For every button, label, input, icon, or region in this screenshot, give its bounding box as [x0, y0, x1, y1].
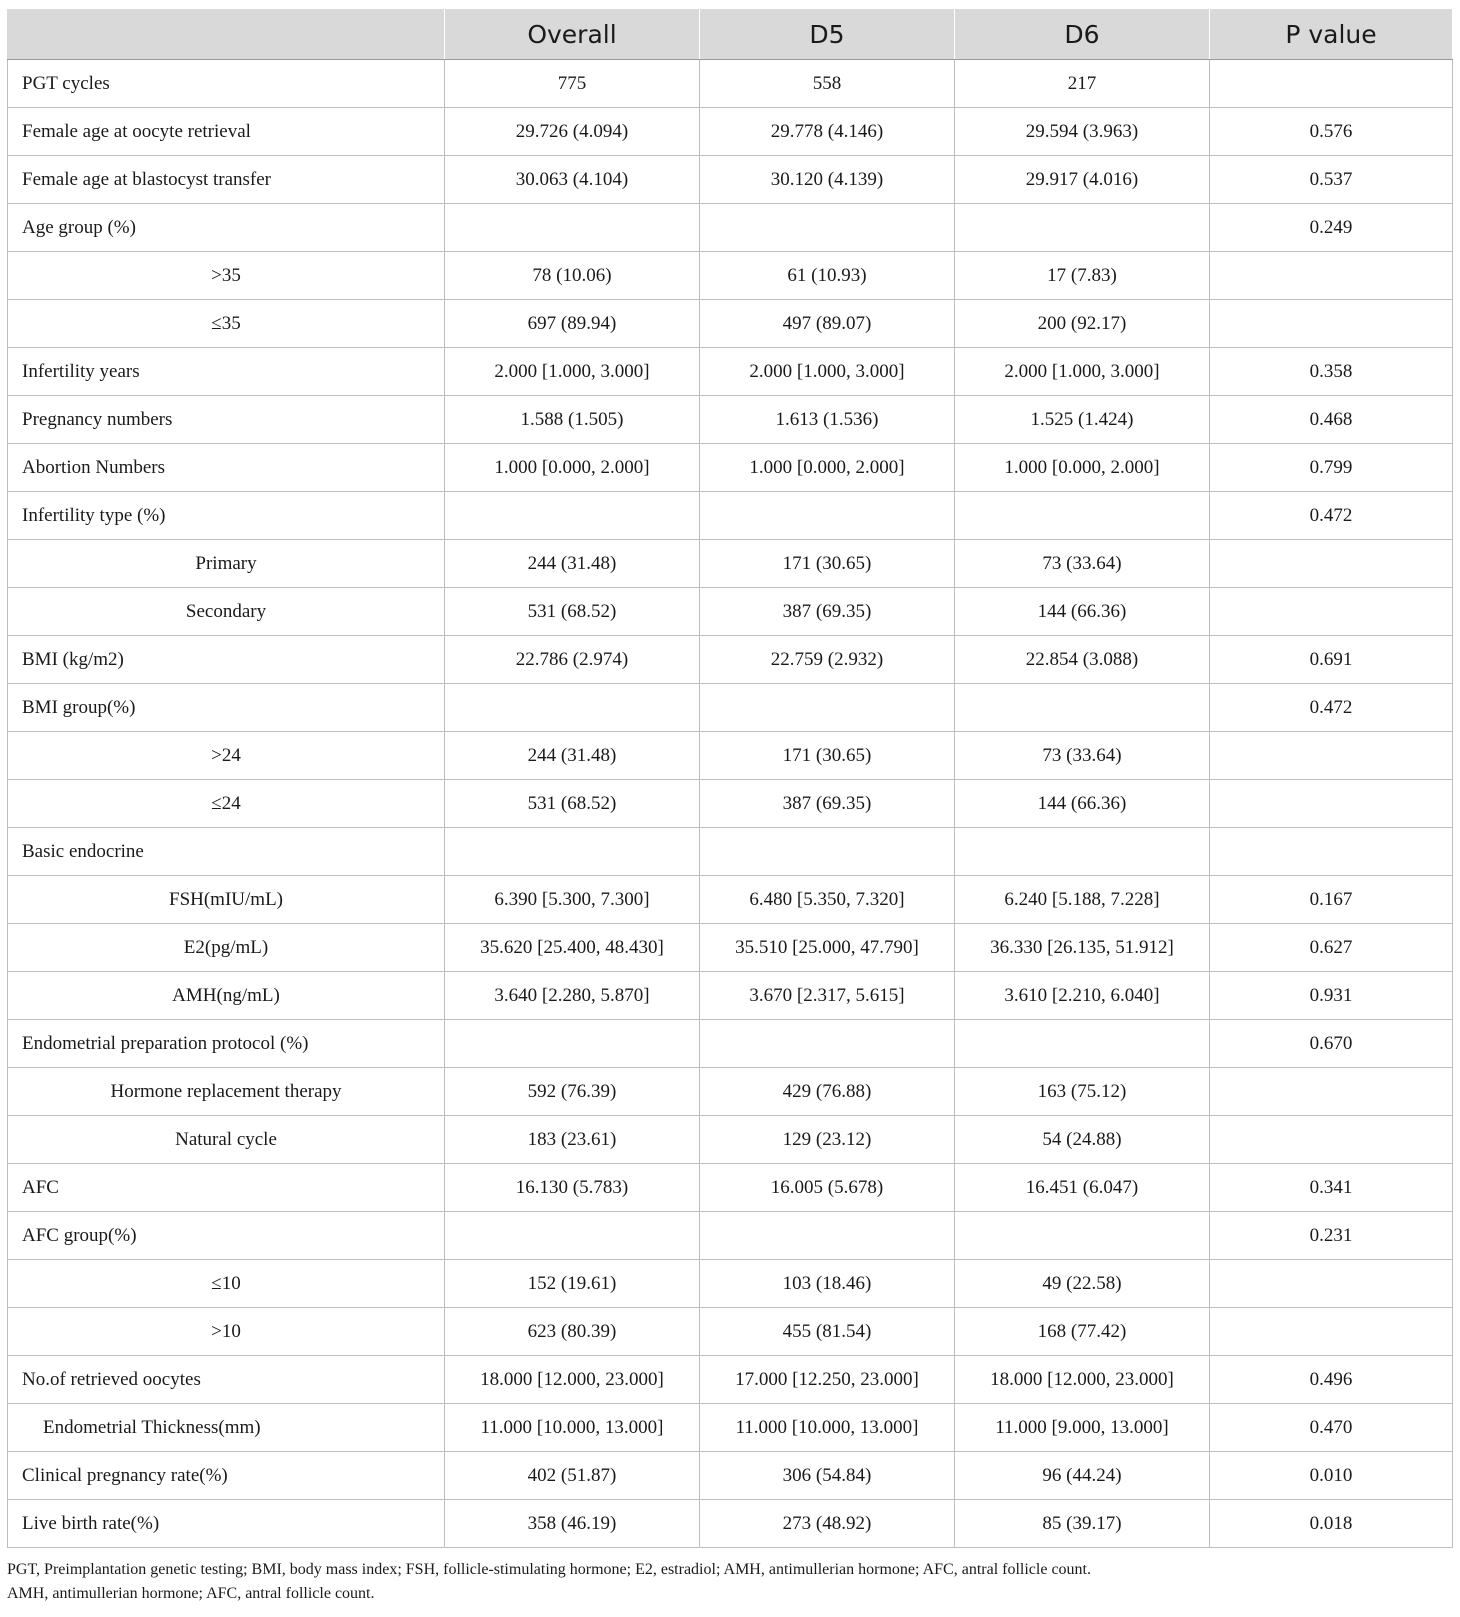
- d6-cell: [955, 1020, 1210, 1068]
- p-value-cell: [1210, 300, 1453, 348]
- p-value-cell: [1210, 1308, 1453, 1356]
- d5-cell: 29.778 (4.146): [700, 108, 955, 156]
- table-body: [8, 60, 1453, 1548]
- d5-cell: 429 (76.88): [700, 1068, 955, 1116]
- p-value-cell: 0.341: [1210, 1164, 1453, 1212]
- row-label-cell: BMI group(%): [8, 684, 445, 732]
- overall-cell: 2.000 [1.000, 3.000]: [445, 348, 700, 396]
- d6-cell: 73 (33.64): [955, 732, 1210, 780]
- overall-cell: 775: [445, 60, 700, 108]
- d6-cell: 1.525 (1.424): [955, 396, 1210, 444]
- footnote-line: AMH, antimullerian hormone; AFC, antral follicle count.: [7, 1585, 375, 1602]
- d5-cell: 103 (18.46): [700, 1260, 955, 1308]
- overall-cell: 152 (19.61): [445, 1260, 700, 1308]
- overall-cell: 35.620 [25.400, 48.430]: [445, 924, 700, 972]
- overall-cell: 623 (80.39): [445, 1308, 700, 1356]
- d6-cell: 2.000 [1.000, 3.000]: [955, 348, 1210, 396]
- d6-cell: 36.330 [26.135, 51.912]: [955, 924, 1210, 972]
- overall-cell: 22.786 (2.974): [445, 636, 700, 684]
- row-label-cell: Endometrial Thickness(mm): [8, 1404, 445, 1452]
- row-label-cell: Clinical pregnancy rate(%): [8, 1452, 445, 1500]
- d5-cell: 129 (23.12): [700, 1116, 955, 1164]
- d5-cell: [700, 1020, 955, 1068]
- p-value-cell: 0.468: [1210, 396, 1453, 444]
- overall-cell: 1.000 [0.000, 2.000]: [445, 444, 700, 492]
- overall-cell: 531 (68.52): [445, 780, 700, 828]
- table-row: [8, 252, 1453, 300]
- d6-cell: [955, 492, 1210, 540]
- table-row: [8, 1116, 1453, 1164]
- row-label-cell: >24: [8, 732, 445, 780]
- d5-cell: 16.005 (5.678): [700, 1164, 955, 1212]
- overall-cell: 29.726 (4.094): [445, 108, 700, 156]
- d5-cell: 497 (89.07): [700, 300, 955, 348]
- p-value-cell: [1210, 540, 1453, 588]
- table-row: [8, 1260, 1453, 1308]
- row-label-cell: FSH(mIU/mL): [8, 876, 445, 924]
- table-row: [8, 1068, 1453, 1116]
- d5-cell: 387 (69.35): [700, 780, 955, 828]
- header-cell-d6: D6: [955, 9, 1210, 60]
- row-label-cell: AMH(ng/mL): [8, 972, 445, 1020]
- overall-cell: 30.063 (4.104): [445, 156, 700, 204]
- p-value-cell: 0.496: [1210, 1356, 1453, 1404]
- table-row: [8, 1212, 1453, 1260]
- d5-cell: 273 (48.92): [700, 1500, 955, 1548]
- d6-cell: 11.000 [9.000, 13.000]: [955, 1404, 1210, 1452]
- row-label-cell: ≤35: [8, 300, 445, 348]
- row-label-cell: Live birth rate(%): [8, 1500, 445, 1548]
- data-table: [7, 8, 1453, 1548]
- overall-cell: [445, 204, 700, 252]
- overall-cell: [445, 828, 700, 876]
- row-label-cell: >10: [8, 1308, 445, 1356]
- overall-cell: 358 (46.19): [445, 1500, 700, 1548]
- p-value-cell: [1210, 1260, 1453, 1308]
- d5-cell: 3.670 [2.317, 5.615]: [700, 972, 955, 1020]
- overall-cell: 3.640 [2.280, 5.870]: [445, 972, 700, 1020]
- header-cell-p-value: P value: [1210, 9, 1453, 60]
- overall-cell: 244 (31.48): [445, 732, 700, 780]
- d6-cell: 49 (22.58): [955, 1260, 1210, 1308]
- d5-cell: 17.000 [12.250, 23.000]: [700, 1356, 955, 1404]
- overall-cell: 531 (68.52): [445, 588, 700, 636]
- d6-cell: 85 (39.17): [955, 1500, 1210, 1548]
- table-row: [8, 348, 1453, 396]
- p-value-cell: [1210, 588, 1453, 636]
- table-row: [8, 204, 1453, 252]
- row-label-cell: Primary: [8, 540, 445, 588]
- table-row: [8, 828, 1453, 876]
- p-value-cell: 0.931: [1210, 972, 1453, 1020]
- overall-cell: 18.000 [12.000, 23.000]: [445, 1356, 700, 1404]
- table-row: [8, 1308, 1453, 1356]
- footnote-line: PGT, Preimplantation genetic testing; BMI, body mass index; FSH, follicle-stimulating hormone; E2, estradiol; AMH, antimullerian hormone; AFC, antral follicle count.: [7, 1561, 1091, 1578]
- row-label-cell: Pregnancy numbers: [8, 396, 445, 444]
- overall-cell: 6.390 [5.300, 7.300]: [445, 876, 700, 924]
- table-row: [8, 1404, 1453, 1452]
- table-row: [8, 684, 1453, 732]
- overall-cell: 592 (76.39): [445, 1068, 700, 1116]
- row-label-cell: Abortion Numbers: [8, 444, 445, 492]
- d6-cell: 144 (66.36): [955, 588, 1210, 636]
- d6-cell: [955, 684, 1210, 732]
- row-label-cell: Endometrial preparation protocol (%): [8, 1020, 445, 1068]
- d6-cell: 73 (33.64): [955, 540, 1210, 588]
- table-row: [8, 540, 1453, 588]
- row-label-cell: Infertility type (%): [8, 492, 445, 540]
- table-row: [8, 156, 1453, 204]
- table-row: [8, 444, 1453, 492]
- d6-cell: 144 (66.36): [955, 780, 1210, 828]
- p-value-cell: 0.249: [1210, 204, 1453, 252]
- p-value-cell: [1210, 252, 1453, 300]
- d6-cell: 54 (24.88): [955, 1116, 1210, 1164]
- d6-cell: 96 (44.24): [955, 1452, 1210, 1500]
- p-value-cell: 0.670: [1210, 1020, 1453, 1068]
- p-value-cell: 0.358: [1210, 348, 1453, 396]
- d5-cell: [700, 204, 955, 252]
- p-value-cell: [1210, 1116, 1453, 1164]
- d5-cell: 6.480 [5.350, 7.320]: [700, 876, 955, 924]
- d5-cell: 61 (10.93): [700, 252, 955, 300]
- overall-cell: 402 (51.87): [445, 1452, 700, 1500]
- table-row: [8, 780, 1453, 828]
- d6-cell: 18.000 [12.000, 23.000]: [955, 1356, 1210, 1404]
- header-cell-overall: Overall: [445, 9, 700, 60]
- overall-cell: 1.588 (1.505): [445, 396, 700, 444]
- row-label-cell: Female age at blastocyst transfer: [8, 156, 445, 204]
- overall-cell: 183 (23.61): [445, 1116, 700, 1164]
- table-row: [8, 396, 1453, 444]
- d5-cell: 35.510 [25.000, 47.790]: [700, 924, 955, 972]
- d6-cell: 17 (7.83): [955, 252, 1210, 300]
- overall-cell: 78 (10.06): [445, 252, 700, 300]
- row-label-cell: Natural cycle: [8, 1116, 445, 1164]
- p-value-cell: 0.627: [1210, 924, 1453, 972]
- row-label-cell: >35: [8, 252, 445, 300]
- row-label-cell: E2(pg/mL): [8, 924, 445, 972]
- header-cell-label: [8, 9, 445, 60]
- d6-cell: 22.854 (3.088): [955, 636, 1210, 684]
- p-value-cell: [1210, 1068, 1453, 1116]
- d5-cell: 306 (54.84): [700, 1452, 955, 1500]
- d5-cell: [700, 1212, 955, 1260]
- p-value-cell: [1210, 732, 1453, 780]
- p-value-cell: [1210, 780, 1453, 828]
- header-cell-d5: D5: [700, 9, 955, 60]
- d5-cell: 11.000 [10.000, 13.000]: [700, 1404, 955, 1452]
- d5-cell: 22.759 (2.932): [700, 636, 955, 684]
- d6-cell: [955, 828, 1210, 876]
- row-label-cell: No.of retrieved oocytes: [8, 1356, 445, 1404]
- d6-cell: 29.917 (4.016): [955, 156, 1210, 204]
- table-row: [8, 732, 1453, 780]
- table-row: [8, 636, 1453, 684]
- d6-cell: 200 (92.17): [955, 300, 1210, 348]
- overall-cell: 11.000 [10.000, 13.000]: [445, 1404, 700, 1452]
- overall-cell: [445, 1020, 700, 1068]
- p-value-cell: 0.018: [1210, 1500, 1453, 1548]
- d6-cell: 168 (77.42): [955, 1308, 1210, 1356]
- table-row: [8, 876, 1453, 924]
- p-value-cell: 0.576: [1210, 108, 1453, 156]
- d5-cell: 30.120 (4.139): [700, 156, 955, 204]
- d5-cell: [700, 492, 955, 540]
- d5-cell: 1.613 (1.536): [700, 396, 955, 444]
- p-value-cell: 0.537: [1210, 156, 1453, 204]
- table-row: [8, 1020, 1453, 1068]
- table-row: [8, 1452, 1453, 1500]
- row-label-cell: Basic endocrine: [8, 828, 445, 876]
- row-label-cell: Hormone replacement therapy: [8, 1068, 445, 1116]
- table-container: [7, 8, 1452, 1548]
- d5-cell: [700, 828, 955, 876]
- table-row: [8, 1500, 1453, 1548]
- overall-cell: 697 (89.94): [445, 300, 700, 348]
- p-value-cell: 0.472: [1210, 492, 1453, 540]
- d5-cell: 455 (81.54): [700, 1308, 955, 1356]
- table-row: [8, 492, 1453, 540]
- p-value-cell: 0.472: [1210, 684, 1453, 732]
- table-row: [8, 972, 1453, 1020]
- table-row: [8, 300, 1453, 348]
- d6-cell: [955, 204, 1210, 252]
- table-row: [8, 588, 1453, 636]
- table-row: [8, 108, 1453, 156]
- d5-cell: 171 (30.65): [700, 732, 955, 780]
- p-value-cell: 0.010: [1210, 1452, 1453, 1500]
- d6-cell: 217: [955, 60, 1210, 108]
- row-label-cell: Secondary: [8, 588, 445, 636]
- p-value-cell: 0.167: [1210, 876, 1453, 924]
- p-value-cell: 0.799: [1210, 444, 1453, 492]
- overall-cell: [445, 684, 700, 732]
- d6-cell: [955, 1212, 1210, 1260]
- table-row: [8, 1164, 1453, 1212]
- d5-cell: [700, 684, 955, 732]
- row-label-cell: Age group (%): [8, 204, 445, 252]
- table-row: [8, 924, 1453, 972]
- row-label-cell: PGT cycles: [8, 60, 445, 108]
- d5-cell: 387 (69.35): [700, 588, 955, 636]
- p-value-cell: 0.231: [1210, 1212, 1453, 1260]
- p-value-cell: 0.470: [1210, 1404, 1453, 1452]
- overall-cell: [445, 1212, 700, 1260]
- p-value-cell: 0.691: [1210, 636, 1453, 684]
- d5-cell: 1.000 [0.000, 2.000]: [700, 444, 955, 492]
- overall-cell: [445, 492, 700, 540]
- table-row: [8, 60, 1453, 108]
- row-label-cell: ≤10: [8, 1260, 445, 1308]
- d6-cell: 29.594 (3.963): [955, 108, 1210, 156]
- table-header: [8, 9, 1453, 60]
- header-row: [8, 9, 1453, 60]
- d5-cell: 171 (30.65): [700, 540, 955, 588]
- row-label-cell: AFC: [8, 1164, 445, 1212]
- d6-cell: 6.240 [5.188, 7.228]: [955, 876, 1210, 924]
- overall-cell: 244 (31.48): [445, 540, 700, 588]
- row-label-cell: Infertility years: [8, 348, 445, 396]
- d6-cell: 16.451 (6.047): [955, 1164, 1210, 1212]
- d5-cell: 558: [700, 60, 955, 108]
- row-label-cell: Female age at oocyte retrieval: [8, 108, 445, 156]
- row-label-cell: BMI (kg/m2): [8, 636, 445, 684]
- row-label-cell: ≤24: [8, 780, 445, 828]
- d6-cell: 163 (75.12): [955, 1068, 1210, 1116]
- d5-cell: 2.000 [1.000, 3.000]: [700, 348, 955, 396]
- table-footnotes: [7, 1558, 1452, 1606]
- d6-cell: 3.610 [2.210, 6.040]: [955, 972, 1210, 1020]
- table-row: [8, 1356, 1453, 1404]
- row-label-cell: AFC group(%): [8, 1212, 445, 1260]
- overall-cell: 16.130 (5.783): [445, 1164, 700, 1212]
- p-value-cell: [1210, 60, 1453, 108]
- p-value-cell: [1210, 828, 1453, 876]
- d6-cell: 1.000 [0.000, 2.000]: [955, 444, 1210, 492]
